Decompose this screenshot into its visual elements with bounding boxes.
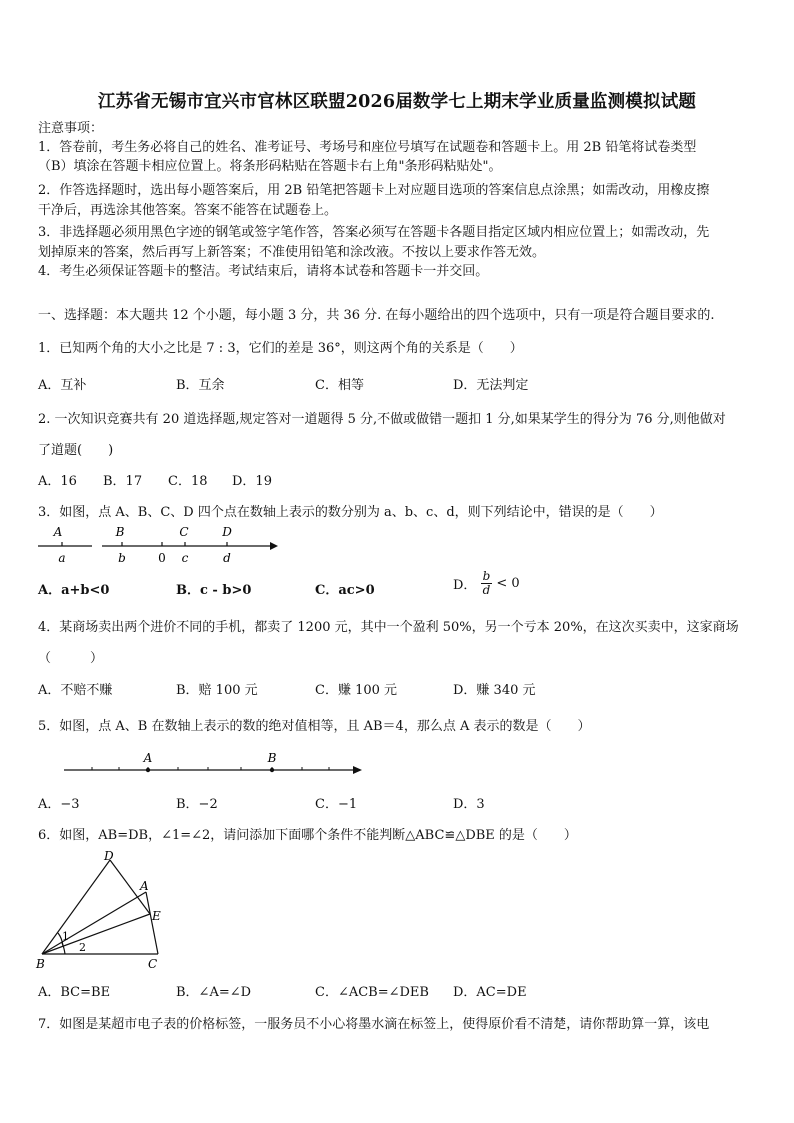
- q5-label-b: B: [267, 751, 277, 765]
- q6-option-a: A．BC=BE: [38, 985, 111, 1000]
- note-line-1: 1．答卷前，考生务必将自己的姓名、准考证号、考场号和座位号填写在试题卷和答题卡上。用 2B 铅笔将试卷类型: [38, 140, 697, 155]
- q4-option-d: D．赚 340 元: [453, 683, 536, 698]
- q5-label-a: A: [143, 751, 153, 765]
- q4-stem-2: （ ）: [38, 651, 104, 666]
- notes-heading: 注意事项：: [38, 121, 104, 136]
- note-line-3: 3．非选择题必须用黑色字迹的钢笔或签字笔作答，答案必须写在答题卡各题目指定区域内相应位置上；如需改动，先: [38, 225, 710, 240]
- q3-axis-arrow: [270, 542, 278, 550]
- q1-option-d: D．无法判定: [453, 378, 529, 393]
- q5-option-a: A．−3: [38, 797, 80, 812]
- q3-option-d: [453, 570, 520, 610]
- section-heading: 一、选择题：本大题共 12 个小题，每小题 3 分，共 36 分. 在每小题给出的四个选项中，只有一项是符合题目要求的.: [38, 308, 715, 323]
- q1-option-b: B．互余: [176, 378, 225, 393]
- q6-label-d: D: [104, 849, 114, 863]
- q6-option-c: C．∠ACB=∠DEB: [315, 985, 429, 1000]
- note-line-2: 2．作答选择题时，选出每小题答案后，用 2B 铅笔把答题卡上对应题目选项的答案信息点涂黑；如需改动，用橡皮擦: [38, 183, 710, 198]
- note-line-2b: 干净后，再选涂其他答案。答案不能答在试题卷上。: [38, 203, 338, 218]
- q6-segment-bd: [42, 860, 110, 954]
- q4-option-c: C．赚 100 元: [315, 683, 398, 698]
- page-title: 江苏省无锡市宜兴市官林区联盟2026届数学七上期末学业质量监测模拟试题: [97, 92, 697, 112]
- q6-triangle-figure: [34, 848, 174, 974]
- q3-option-d-suffix: < 0: [496, 576, 520, 591]
- q2-option-c: C．18: [168, 474, 208, 489]
- note-line-1b: （B）填涂在答题卡相应位置上。将条形码粘贴在答题卡右上角"条形码粘贴处"。: [38, 159, 502, 174]
- q2-stem: 2. 一次知识竞赛共有 20 道选择题,规定答对一道题得 5 分,不做或做错一题扣 1 分,如果某学生的得分为 76 分,则他做对: [38, 412, 726, 427]
- q3-label-D: D: [222, 525, 232, 539]
- q3-number-line: [36, 522, 286, 568]
- q3-option-b: B．c - b>0: [176, 583, 252, 598]
- q3-label-A: A: [53, 525, 63, 539]
- q6-angle-label-1: 1: [62, 930, 69, 943]
- q3-option-d-prefix: D．: [453, 578, 477, 593]
- q3-label-C: C: [179, 525, 189, 539]
- q2-option-d: D．19: [232, 474, 272, 489]
- q5-option-c: C．−1: [315, 797, 358, 812]
- q5-option-b: B．−2: [176, 797, 218, 812]
- q5-number-line: [62, 748, 368, 780]
- q5-option-d: D．3: [453, 797, 485, 812]
- q3-label-b: b: [118, 551, 126, 565]
- q2-option-b: B．17: [103, 474, 143, 489]
- q6-angle-label-2: 2: [79, 941, 86, 954]
- q6-stem: 6．如图，AB=DB，∠1=∠2，请问添加下面哪个条件不能判断△ABC≌△DBE 的是（ ）: [38, 828, 577, 843]
- q6-label-e: E: [152, 909, 161, 923]
- q2-option-a: A．16: [38, 474, 77, 489]
- q4-stem: 4．某商场卖出两个进价不同的手机，都卖了 1200 元，其中一个盈利 50%，另一个亏本 20%，在这次买卖中，这家商场: [38, 620, 739, 635]
- q1-option-a: A．互补: [38, 378, 87, 393]
- q6-option-b: B．∠A=∠D: [176, 985, 252, 1000]
- q6-option-d: D．AC=DE: [453, 985, 527, 1000]
- q4-option-a: A．不赔不赚: [38, 683, 113, 698]
- q3-label-zero: 0: [158, 551, 166, 565]
- q1-stem: 1．已知两个角的大小之比是 7 : 3，它们的差是 36°，则这两个角的关系是（ ）: [38, 341, 523, 356]
- q6-segment-ba: [42, 892, 146, 954]
- q3-option-d-denominator: d: [482, 583, 491, 597]
- q5-point-a: [146, 768, 150, 772]
- q6-label-b: B: [36, 957, 45, 971]
- q3-label-B: B: [115, 525, 125, 539]
- q3-option-d-numerator: b: [482, 569, 491, 583]
- q3-option-a: A．a+b<0: [38, 583, 110, 598]
- q3-label-a: a: [58, 551, 66, 565]
- q3-label-d: d: [223, 551, 231, 565]
- q3-option-d-fraction: [481, 570, 493, 597]
- q3-stem: 3．如图，点 A、B、C、D 四个点在数轴上表示的数分别为 a、b、c、d，则下列结论中，错误的是（ ）: [38, 505, 663, 520]
- q6-label-a: A: [140, 879, 149, 893]
- q5-stem: 5．如图，点 A、B 在数轴上表示的数的绝对值相等，且 AB＝4，那么点 A 表示的数是（ ）: [38, 719, 591, 734]
- q7-stem: 7．如图是某超市电子表的价格标签，一服务员不小心将墨水滴在标签上，使得原价看不清楚，请你帮助算一算，该电: [38, 1017, 710, 1032]
- q6-label-c: C: [148, 957, 158, 971]
- q4-option-b: B．赔 100 元: [176, 683, 258, 698]
- note-line-4: 4．考生必须保证答题卡的整洁。考试结束后，请将本试卷和答题卡一并交回。: [38, 264, 489, 279]
- q6-segment-ac: [146, 892, 158, 954]
- q2-stem-2: 了道题( ): [38, 443, 114, 458]
- q1-option-c: C．相等: [315, 378, 364, 393]
- q3-option-c: C．ac>0: [315, 583, 375, 598]
- q5-axis-arrow: [353, 766, 362, 774]
- note-line-3b: 划掉原来的答案，然后再写上新答案；不准使用铅笔和涂改液。不按以上要求作答无效。: [38, 245, 546, 260]
- q3-label-c: c: [181, 551, 189, 565]
- q5-point-b: [270, 768, 274, 772]
